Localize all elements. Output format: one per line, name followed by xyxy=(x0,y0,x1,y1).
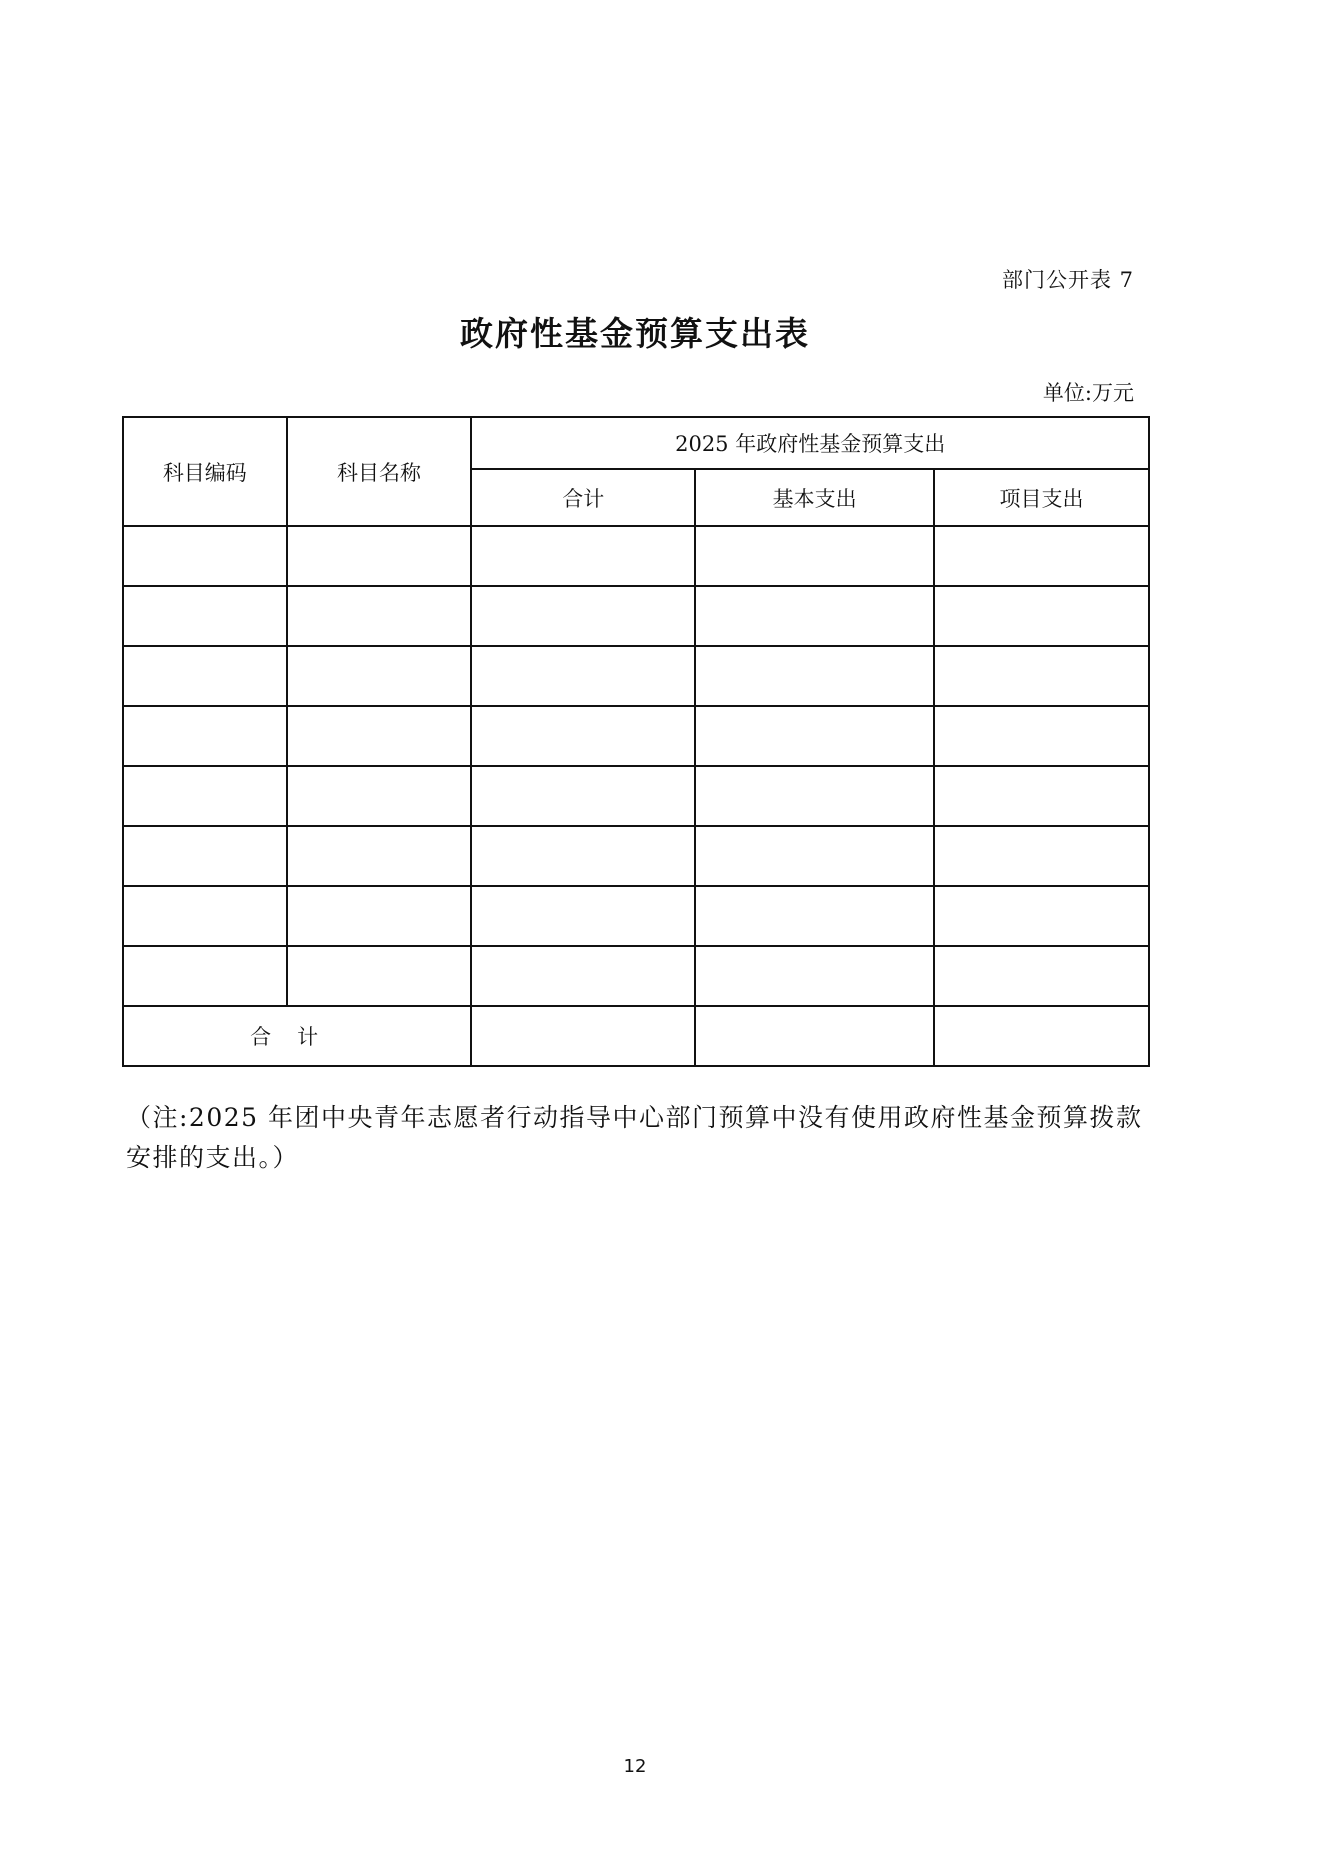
cell-basic xyxy=(695,886,934,946)
cell-code xyxy=(123,946,287,1006)
footnote: （注:2025 年团中央青年志愿者行动指导中心部门预算中没有使用政府性基金预算拨款安排的支出。） xyxy=(126,1103,1143,1172)
cell-total xyxy=(471,766,695,826)
cell-project xyxy=(934,646,1149,706)
cell-code xyxy=(123,706,287,766)
budget-table xyxy=(122,416,1150,1067)
page-title: 政府性基金预算支出表 xyxy=(460,314,810,353)
col-header-project: 项目支出 xyxy=(934,469,1149,526)
table-row xyxy=(123,946,1149,1006)
table-row xyxy=(123,826,1149,886)
cell-code xyxy=(123,826,287,886)
cell-basic xyxy=(695,586,934,646)
cell-project xyxy=(934,586,1149,646)
cell-total xyxy=(471,586,695,646)
cell-total xyxy=(471,646,695,706)
table-row xyxy=(123,526,1149,586)
cell-basic xyxy=(695,946,934,1006)
total-cell-total xyxy=(471,1006,695,1066)
col-header-total: 合计 xyxy=(471,469,695,526)
total-row xyxy=(123,1006,1149,1066)
table-row xyxy=(123,886,1149,946)
cell-total xyxy=(471,706,695,766)
table-row xyxy=(123,586,1149,646)
table-row xyxy=(123,646,1149,706)
table-label: 部门公开表 7 xyxy=(1001,268,1134,292)
cell-project xyxy=(934,886,1149,946)
cell-name xyxy=(287,586,472,646)
cell-project xyxy=(934,946,1149,1006)
cell-code xyxy=(123,646,287,706)
cell-name xyxy=(287,826,472,886)
cell-total xyxy=(471,826,695,886)
header-row-1 xyxy=(123,417,1149,469)
col-header-group: 2025 年政府性基金预算支出 xyxy=(471,417,1149,469)
cell-basic xyxy=(695,826,934,886)
cell-total xyxy=(471,946,695,1006)
col-header-basic: 基本支出 xyxy=(695,469,934,526)
cell-total xyxy=(471,886,695,946)
table-row xyxy=(123,766,1149,826)
cell-name xyxy=(287,946,472,1006)
cell-project xyxy=(934,766,1149,826)
total-cell-project xyxy=(934,1006,1149,1066)
cell-project xyxy=(934,826,1149,886)
cell-basic xyxy=(695,766,934,826)
table-row xyxy=(123,706,1149,766)
cell-project xyxy=(934,526,1149,586)
cell-code xyxy=(123,526,287,586)
cell-total xyxy=(471,526,695,586)
page-number: 12 xyxy=(623,1756,647,1777)
unit-label: 单位:万元 xyxy=(1042,381,1134,405)
cell-code xyxy=(123,886,287,946)
cell-basic xyxy=(695,706,934,766)
cell-code xyxy=(123,766,287,826)
col-header-name: 科目名称 xyxy=(287,417,472,526)
cell-basic xyxy=(695,646,934,706)
cell-name xyxy=(287,766,472,826)
cell-basic xyxy=(695,526,934,586)
cell-name xyxy=(287,886,472,946)
cell-name xyxy=(287,706,472,766)
col-header-code: 科目编码 xyxy=(123,417,287,526)
cell-name xyxy=(287,526,472,586)
cell-name xyxy=(287,646,472,706)
total-label: 合计 xyxy=(123,1006,471,1066)
cell-project xyxy=(934,706,1149,766)
total-cell-basic xyxy=(695,1006,934,1066)
cell-code xyxy=(123,586,287,646)
